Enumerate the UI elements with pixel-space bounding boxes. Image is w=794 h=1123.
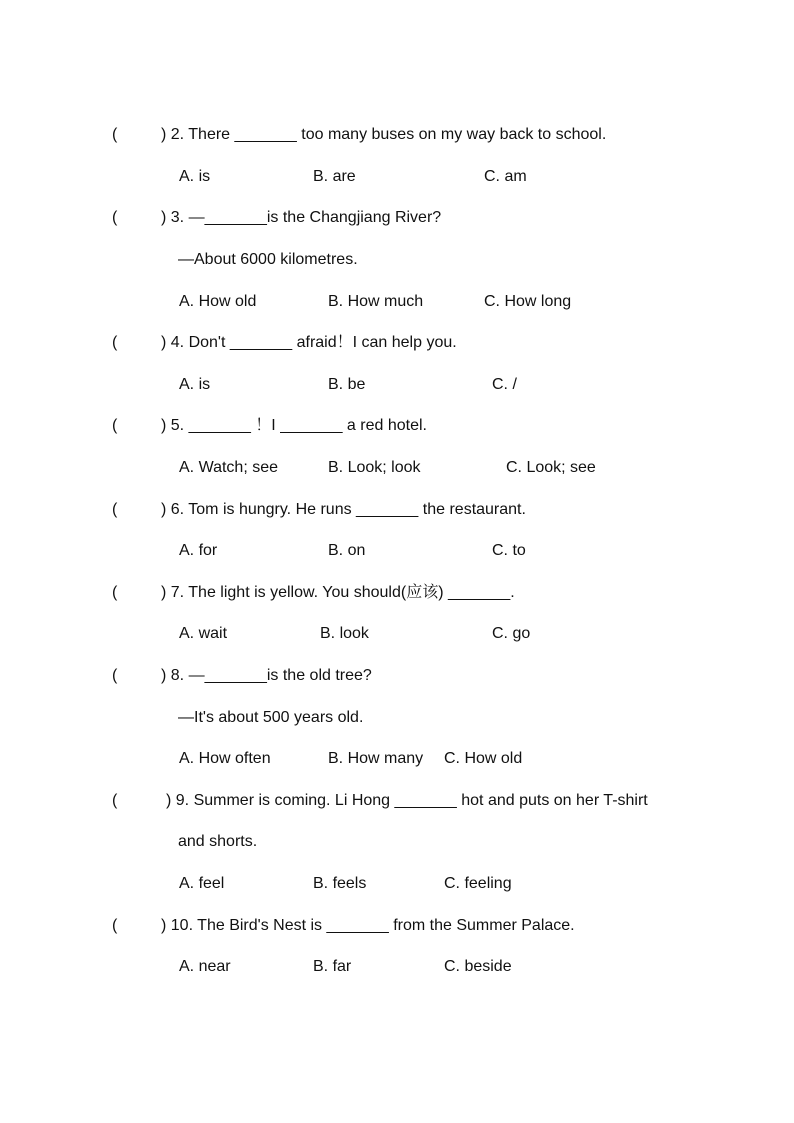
option-c: C. to bbox=[492, 542, 526, 559]
option-a: A. for bbox=[179, 542, 218, 559]
answer-blank[interactable]: ( bbox=[112, 917, 118, 934]
option-c: C. / bbox=[492, 376, 517, 393]
option-a: A. How often bbox=[179, 750, 271, 767]
question-stem: ) 10. The Bird's Nest is _______ from the Summer Palace. bbox=[161, 917, 575, 934]
option-b: B. Look; look bbox=[328, 459, 421, 476]
answer-blank[interactable]: ( bbox=[112, 792, 118, 809]
question-stem: ) 4. Don't _______ afraid！I can help you. bbox=[161, 334, 457, 351]
question-stem: ) 2. There _______ too many buses on my way back to school. bbox=[161, 126, 607, 143]
option-b: B. are bbox=[313, 168, 356, 185]
question-stem: ) 3. —_______is the Changjiang River? bbox=[161, 209, 442, 226]
answer-blank[interactable]: ( bbox=[112, 417, 118, 434]
option-b: B. How many bbox=[328, 750, 424, 767]
answer-blank[interactable]: ( bbox=[112, 334, 118, 351]
option-a: A. wait bbox=[179, 625, 228, 642]
question-stem: ) 6. Tom is hungry. He runs _______ the restaurant. bbox=[161, 501, 526, 518]
answer-blank[interactable]: ( bbox=[112, 501, 118, 518]
question-stem: ) 5. _______ ！I _______ a red hotel. bbox=[161, 417, 427, 434]
option-b: B. feels bbox=[313, 875, 367, 892]
option-a: A. is bbox=[179, 168, 211, 185]
question-stem: ) 9. Summer is coming. Li Hong _______ hot and puts on her T-shirt bbox=[166, 792, 648, 809]
answer-blank[interactable]: ( bbox=[112, 209, 118, 226]
option-a: A. Watch; see bbox=[179, 459, 278, 476]
question-stem: ) 7. The light is yellow. You should(应该) _______. bbox=[161, 584, 515, 601]
option-c: C. Look; see bbox=[506, 459, 596, 476]
option-c: C. beside bbox=[444, 958, 512, 975]
answer-blank[interactable]: ( bbox=[112, 126, 118, 143]
option-a: A. is bbox=[179, 376, 211, 393]
option-b: B. How much bbox=[328, 293, 424, 310]
dialogue-response: —About 6000 kilometres. bbox=[178, 251, 358, 268]
answer-blank[interactable]: ( bbox=[112, 667, 118, 684]
answer-blank[interactable]: ( bbox=[112, 584, 118, 601]
option-b: B. far bbox=[313, 958, 352, 975]
question-stem: ) 8. —_______is the old tree? bbox=[161, 667, 372, 684]
option-b: B. be bbox=[328, 376, 366, 393]
option-c: C. How long bbox=[484, 293, 572, 310]
option-b: B. on bbox=[328, 542, 366, 559]
option-a: A. near bbox=[179, 958, 231, 975]
option-c: C. am bbox=[484, 168, 527, 185]
option-a: A. feel bbox=[179, 875, 225, 892]
dialogue-response: —It's about 500 years old. bbox=[178, 709, 364, 726]
option-a: A. How old bbox=[179, 293, 257, 310]
option-c: C. feeling bbox=[444, 875, 512, 892]
question-stem-continued: and shorts. bbox=[178, 833, 258, 850]
option-b: B. look bbox=[320, 625, 369, 642]
option-c: C. go bbox=[492, 625, 531, 642]
option-c: C. How old bbox=[444, 750, 523, 767]
